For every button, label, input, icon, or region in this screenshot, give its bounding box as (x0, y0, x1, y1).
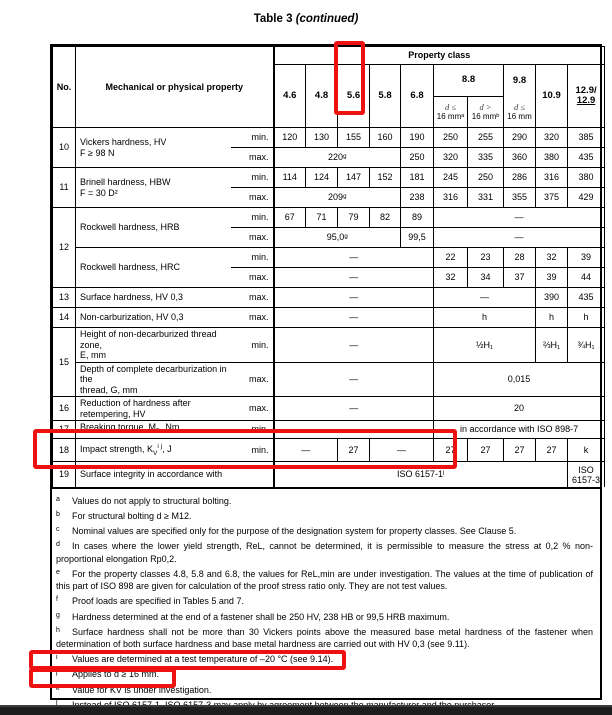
row-15a-label: Height of non-decarburized thread zone, E, mm (76, 328, 231, 363)
footnote-j-text: Applies to d ≥ 16 mm. (72, 669, 159, 680)
cell: 22 (434, 248, 468, 268)
row-16 (53, 397, 605, 421)
cell: 39 (568, 248, 605, 268)
r18-v1-56: 27 (338, 439, 370, 462)
cell: 320 (536, 128, 568, 148)
cell: 37 (504, 268, 536, 288)
cell: 79 (338, 208, 370, 228)
cell: 44 (568, 268, 605, 288)
row-14-label: Non-carburization, HV 0,3 (76, 308, 231, 328)
cell-span: 0,015 (434, 362, 605, 397)
header-class-68: 6.8 (401, 65, 434, 128)
cell: 89 (401, 208, 434, 228)
row-12-hrc-min (53, 248, 605, 268)
row-16-label: Reduction of hardness after retempering, HV (76, 397, 231, 421)
cell: 355 (504, 188, 536, 208)
cell: 27 (536, 439, 568, 462)
footnote-k: $^k$ Value for KV is under investigation. (56, 684, 212, 695)
cell: 23 (468, 248, 504, 268)
r18-v2-88a: 27 (434, 439, 468, 462)
header-class-129: 12.9/ 12.9 (568, 65, 605, 128)
cell: 99,5 (401, 228, 434, 248)
cell: 360 (504, 148, 536, 168)
header-class-88: 8.8 (434, 65, 504, 97)
row-13 (53, 288, 605, 308)
cell: 380 (568, 168, 605, 188)
cell: 130 (306, 128, 338, 148)
max-label: max. (231, 397, 274, 421)
footnote-l: l (56, 699, 58, 707)
footnote-h: $^h$ Surface hardness shall not be more than 30 Vickers points above the measured base metal hardness of the fastener when determination of both surface hardness and base metal hardness are carried out with HV 0,3 (see 9.11). (56, 626, 593, 650)
min-label: min. (231, 168, 274, 188)
header-property-class: Property class (274, 47, 605, 65)
header-class-46: 4.6 (274, 65, 306, 128)
cell-dash: — (274, 362, 434, 397)
min-label: min. (231, 439, 274, 462)
cell: 335 (468, 148, 504, 168)
row-no: 12 (53, 208, 76, 288)
row-14 (53, 308, 605, 328)
max-label: max. (231, 188, 274, 208)
row-12-hrc-label: Rockwell hardness, HRC (76, 248, 231, 288)
table-title-continued: (continued) (295, 13, 359, 25)
header-98-dle16: d ≤ 16 mm (504, 97, 536, 128)
cell: 27 (468, 439, 504, 462)
cell-dash: — (274, 288, 434, 308)
cell-dash: — (274, 248, 434, 268)
cell: 190 (401, 128, 434, 148)
cell: 429 (568, 188, 605, 208)
row-no: 15 (53, 328, 76, 397)
cell: ⅔H₁ (536, 328, 568, 363)
cell: ¾H₁ (568, 328, 605, 363)
row-18-label: Impact strength, $K_V^{i j}$, J (76, 439, 231, 462)
footnote-i: $^i$ Values are determined at a test temperature of –20 °C (see 9.14). (56, 654, 334, 665)
row-no: 13 (53, 288, 76, 308)
cell: 27 (504, 439, 536, 462)
cell: 316 (434, 188, 468, 208)
cell: 245 (434, 168, 468, 188)
cell: 71 (306, 208, 338, 228)
cell-span: in accordance with ISO 898-7 (434, 421, 605, 439)
header-88-dgt16: d > 16 mmᵇ (468, 97, 504, 128)
row-no: 11 (53, 168, 76, 208)
cell: 114 (274, 168, 306, 188)
footnote-g: $^g$ Hardness determined at the end of a fastener shall be 250 HV, 238 HB or 99,5 HRB maximum. (56, 611, 450, 622)
footnote-c: $^c$ Nominal values are specified only for the purpose of the designation system for property classes. See Clause 5. (56, 525, 517, 536)
header-no: No. (53, 47, 76, 128)
cell-dash: — (434, 208, 605, 228)
cell-56-vickers-min: 155 (338, 128, 370, 148)
cell: 32 (434, 268, 468, 288)
cell-iso-6157-1: ISO 6157-1ˡ (274, 462, 568, 487)
table-title-main: Table 3 (253, 13, 293, 25)
cell: 250 (434, 128, 468, 148)
cell: 160 (370, 128, 401, 148)
cell: 39 (536, 268, 568, 288)
row-12-hrb-min (53, 208, 605, 228)
row-18 (53, 439, 605, 462)
cell: 67 (274, 208, 306, 228)
row-15b-label: Depth of complete decarburization in the thread, G, mm (76, 362, 231, 397)
cell: 250 (468, 168, 504, 188)
min-label: min. (231, 128, 274, 148)
row-19-label: Surface integrity in accordance with (76, 462, 274, 487)
cell: 34 (468, 268, 504, 288)
max-label: max. (231, 268, 274, 288)
min-label: min. (231, 248, 274, 268)
footnote-f: $^f$ Proof loads are specified in Tables 5 and 7. (56, 596, 244, 607)
cell: 147 (338, 168, 370, 188)
footnote-i-text: Values are determined at a test temperature of –20 °C (see 9.14). (72, 654, 334, 665)
footnote-j: $^j$ Applies to d ≥ 16 mm. (56, 669, 159, 680)
row-10-label: Vickers hardness, HV F ≥ 98 N (76, 128, 231, 168)
cell-dash: — (274, 328, 434, 363)
bottom-window-bar (0, 705, 612, 715)
cell: k (568, 439, 605, 462)
cell-dash: — (434, 288, 536, 308)
header-class-58: 5.8 (370, 65, 401, 128)
cell: 181 (401, 168, 434, 188)
min-label: min. (231, 421, 274, 439)
row-no: 16 (53, 397, 76, 421)
row-no: 17 (53, 421, 76, 439)
cell-dash: — (274, 397, 434, 421)
row-13-label: Surface hardness, HV 0,3 (76, 288, 231, 308)
cell: 385 (568, 128, 605, 148)
row-15-b (53, 362, 605, 397)
cell: 390 (536, 288, 568, 308)
footnote-d: $^d$ In cases where the lower yield strength, ReL, cannot be determined, it is permissible to measure the stress at 0,2 % non-proportional elongation Rp0,2. (56, 541, 593, 564)
cell: 435 (568, 148, 605, 168)
cell: 250 (401, 148, 434, 168)
cell-dash: — (274, 308, 434, 328)
cell: ½H₁ (434, 328, 536, 363)
row-no: 19 (53, 462, 76, 487)
cell: 286 (504, 168, 536, 188)
max-label: max. (231, 288, 274, 308)
cell: 28 (504, 248, 536, 268)
header-88-dle16: d ≤ 16 mmᵃ (434, 97, 468, 128)
cell: 320 (434, 148, 468, 168)
cell: 152 (370, 168, 401, 188)
cell: 290 (504, 128, 536, 148)
row-11-min (53, 168, 605, 188)
row-17-label: Breaking torque, $M_B$, Nm (76, 421, 231, 439)
cell-iso-6157-3: ISO 6157-3 (568, 462, 605, 487)
cell-span: 20 (434, 397, 605, 421)
row-17 (53, 421, 605, 439)
cell-span: 220ᵍ (274, 148, 401, 168)
cell: 435 (568, 288, 605, 308)
footnote-b: $^b$ For structural bolting d ≥ M12. (56, 510, 192, 521)
cell-dash: — (274, 439, 338, 462)
header-class-98: 9.8 (504, 65, 536, 97)
footnote-a: $^a$ Values do not apply to structural bolting. (56, 495, 232, 506)
header-class-48: 4.8 (306, 65, 338, 128)
row-15-a (53, 328, 605, 363)
cell: 238 (401, 188, 434, 208)
cell: 316 (536, 168, 568, 188)
cell: 375 (536, 188, 568, 208)
row-10-min (53, 128, 605, 148)
footnotes-section (52, 487, 600, 711)
header-property: Mechanical or physical property (76, 47, 274, 128)
cell: 124 (306, 168, 338, 188)
row-19 (53, 462, 605, 487)
cell: 255 (468, 128, 504, 148)
row-no: 14 (53, 308, 76, 328)
row-12-hrb-label: Rockwell hardness, HRB (76, 208, 231, 248)
cell-dash: — (370, 439, 434, 462)
cell: 32 (536, 248, 568, 268)
cell-dash: — (434, 228, 605, 248)
cell-dash: — (274, 268, 434, 288)
cell: 120 (274, 128, 306, 148)
table-container (50, 44, 602, 707)
cell-span: 95,0ᵍ (274, 228, 401, 248)
cell: 331 (468, 188, 504, 208)
max-label: max. (231, 362, 274, 397)
header-class-109: 10.9 (536, 65, 568, 128)
row-no: 10 (53, 128, 76, 168)
cell: h (568, 308, 605, 328)
footnote-e: $^e$ For the property classes 4.8, 5.8 and 6.8, the values for ReL,min are under investigation. The values at the time of publication of this part of ISO 898 are given for calculation of the proof stress ratio only. They are not test values. (56, 568, 593, 592)
cell: 380 (536, 148, 568, 168)
header-class-56: 5.6 (338, 65, 370, 128)
max-label: max. (231, 228, 274, 248)
table-title (0, 13, 612, 25)
max-label: max. (231, 148, 274, 168)
properties-table (52, 46, 605, 487)
max-label: max. (231, 308, 274, 328)
cell-empty (274, 421, 434, 439)
min-label: min. (231, 208, 274, 228)
row-no: 18 (53, 439, 76, 462)
cell: h (536, 308, 568, 328)
cell: h (434, 308, 536, 328)
min-label: min. (231, 328, 274, 363)
cell: 82 (370, 208, 401, 228)
row-11-label: Brinell hardness, HBW F = 30 D² (76, 168, 231, 208)
cell-span: 209ᵍ (274, 188, 401, 208)
